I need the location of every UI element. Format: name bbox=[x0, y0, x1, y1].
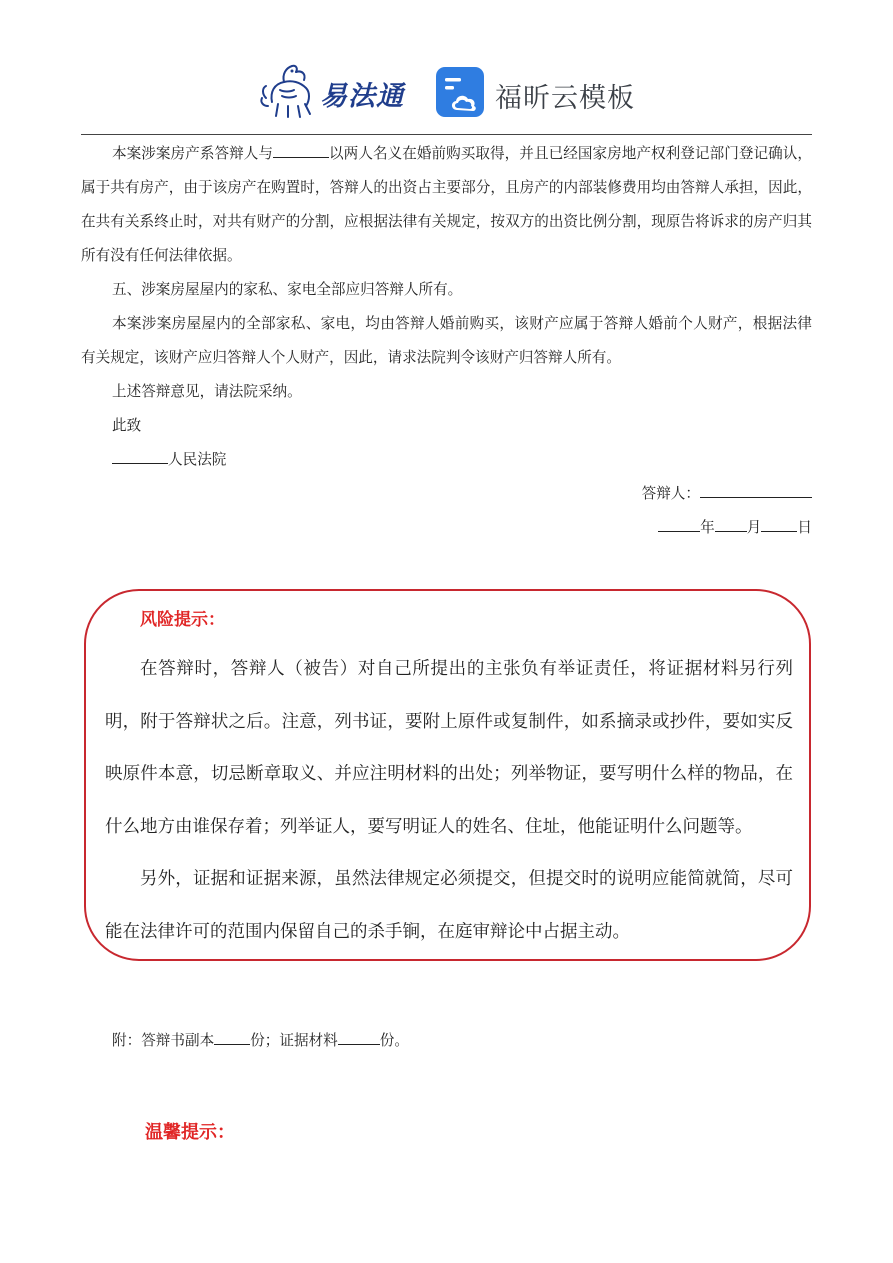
blank-line bbox=[715, 515, 747, 532]
blank-line bbox=[273, 141, 329, 158]
qilin-emblem-icon bbox=[258, 62, 320, 120]
paragraph-text: 本案涉案房产系答辩人与 bbox=[112, 145, 273, 162]
blank-line bbox=[700, 481, 812, 498]
day-label: 日 bbox=[797, 519, 812, 536]
attachment-line bbox=[112, 1027, 409, 1055]
blank-line bbox=[338, 1028, 380, 1045]
date-line bbox=[81, 511, 812, 545]
page-header bbox=[0, 58, 893, 124]
court-label: 人民法院 bbox=[168, 451, 227, 468]
paragraph-property-ownership bbox=[81, 137, 812, 273]
warm-tip-title: 温馨提示： bbox=[145, 1122, 235, 1143]
risk-content bbox=[105, 643, 793, 958]
blank-line bbox=[112, 447, 168, 464]
cloud-document-icon bbox=[435, 66, 487, 118]
risk-title: 风险提示： bbox=[140, 610, 225, 630]
document-body bbox=[81, 137, 812, 545]
paragraph-furniture: 本案涉案房屋屋内的全部家私、家电，均由答辩人婚前购买，该财产应属于答辩人婚前个人财产，根据法律有关规定，该财产应归答辩人个人财产，因此，请求法院判令该财产归答辩人所有。 bbox=[81, 315, 812, 366]
attachment-text: 份。 bbox=[379, 1032, 409, 1049]
yifatong-logo-text: 易法通 bbox=[320, 81, 404, 112]
yifatong-logo bbox=[258, 62, 418, 120]
attachment-text: 份；证据材料 bbox=[250, 1032, 338, 1049]
month-label: 月 bbox=[746, 519, 762, 536]
signer-line bbox=[81, 477, 812, 511]
fuxin-template-logo bbox=[435, 66, 635, 120]
header-divider bbox=[81, 134, 812, 135]
paragraph-text: 以两人名义在婚前购买取得，并且已经国家房地产权利登记部门登记确认，属于共有房产，由于该房产在购置时，答辩人的出资占主要部分，且房产的内部装修费用均由答辩人承担，因此，在共有关系终止时，对共有财产的分割，应根据法律有关规定，按双方的出资比例分割，现原告将诉求的房产归其所有没有任何法律依据。 bbox=[81, 145, 812, 264]
court-line bbox=[81, 443, 812, 477]
salutation: 此致 bbox=[112, 417, 142, 434]
blank-line bbox=[658, 515, 700, 532]
paragraph-request: 上述答辩意见，请法院采纳。 bbox=[112, 383, 302, 400]
risk-paragraph: 在答辩时，答辩人（被告）对自己所提出的主张负有举证责任，将证据材料另行列明，附于答辩状之后。注意，列书证，要附上原件或复制件，如系摘录或抄件，要如实反映原件本意，切忌断章取义、并应注明材料的出处；列举物证，要写明什么样的物品，在什么地方由谁保存着；列举证人，要写明证人的姓名、住址，他能证明什么问题等。 bbox=[105, 659, 793, 837]
signer-label: 答辩人： bbox=[641, 485, 700, 502]
section-heading-five: 五、涉案房屋屋内的家私、家电全部应归答辩人所有。 bbox=[112, 281, 463, 298]
blank-line bbox=[214, 1028, 250, 1045]
fuxin-logo-text: 福昕云模板 bbox=[495, 83, 635, 114]
blank-line bbox=[761, 515, 797, 532]
year-label: 年 bbox=[700, 519, 715, 536]
attachment-text: 附：答辩书副本 bbox=[112, 1032, 215, 1049]
risk-warning-box bbox=[84, 589, 811, 961]
risk-paragraph: 另外，证据和证据来源，虽然法律规定必须提交，但提交时的说明应能简就简，尽可能在法律许可的范围内保留自己的杀手锏，在庭审辩论中占据主动。 bbox=[105, 869, 793, 942]
